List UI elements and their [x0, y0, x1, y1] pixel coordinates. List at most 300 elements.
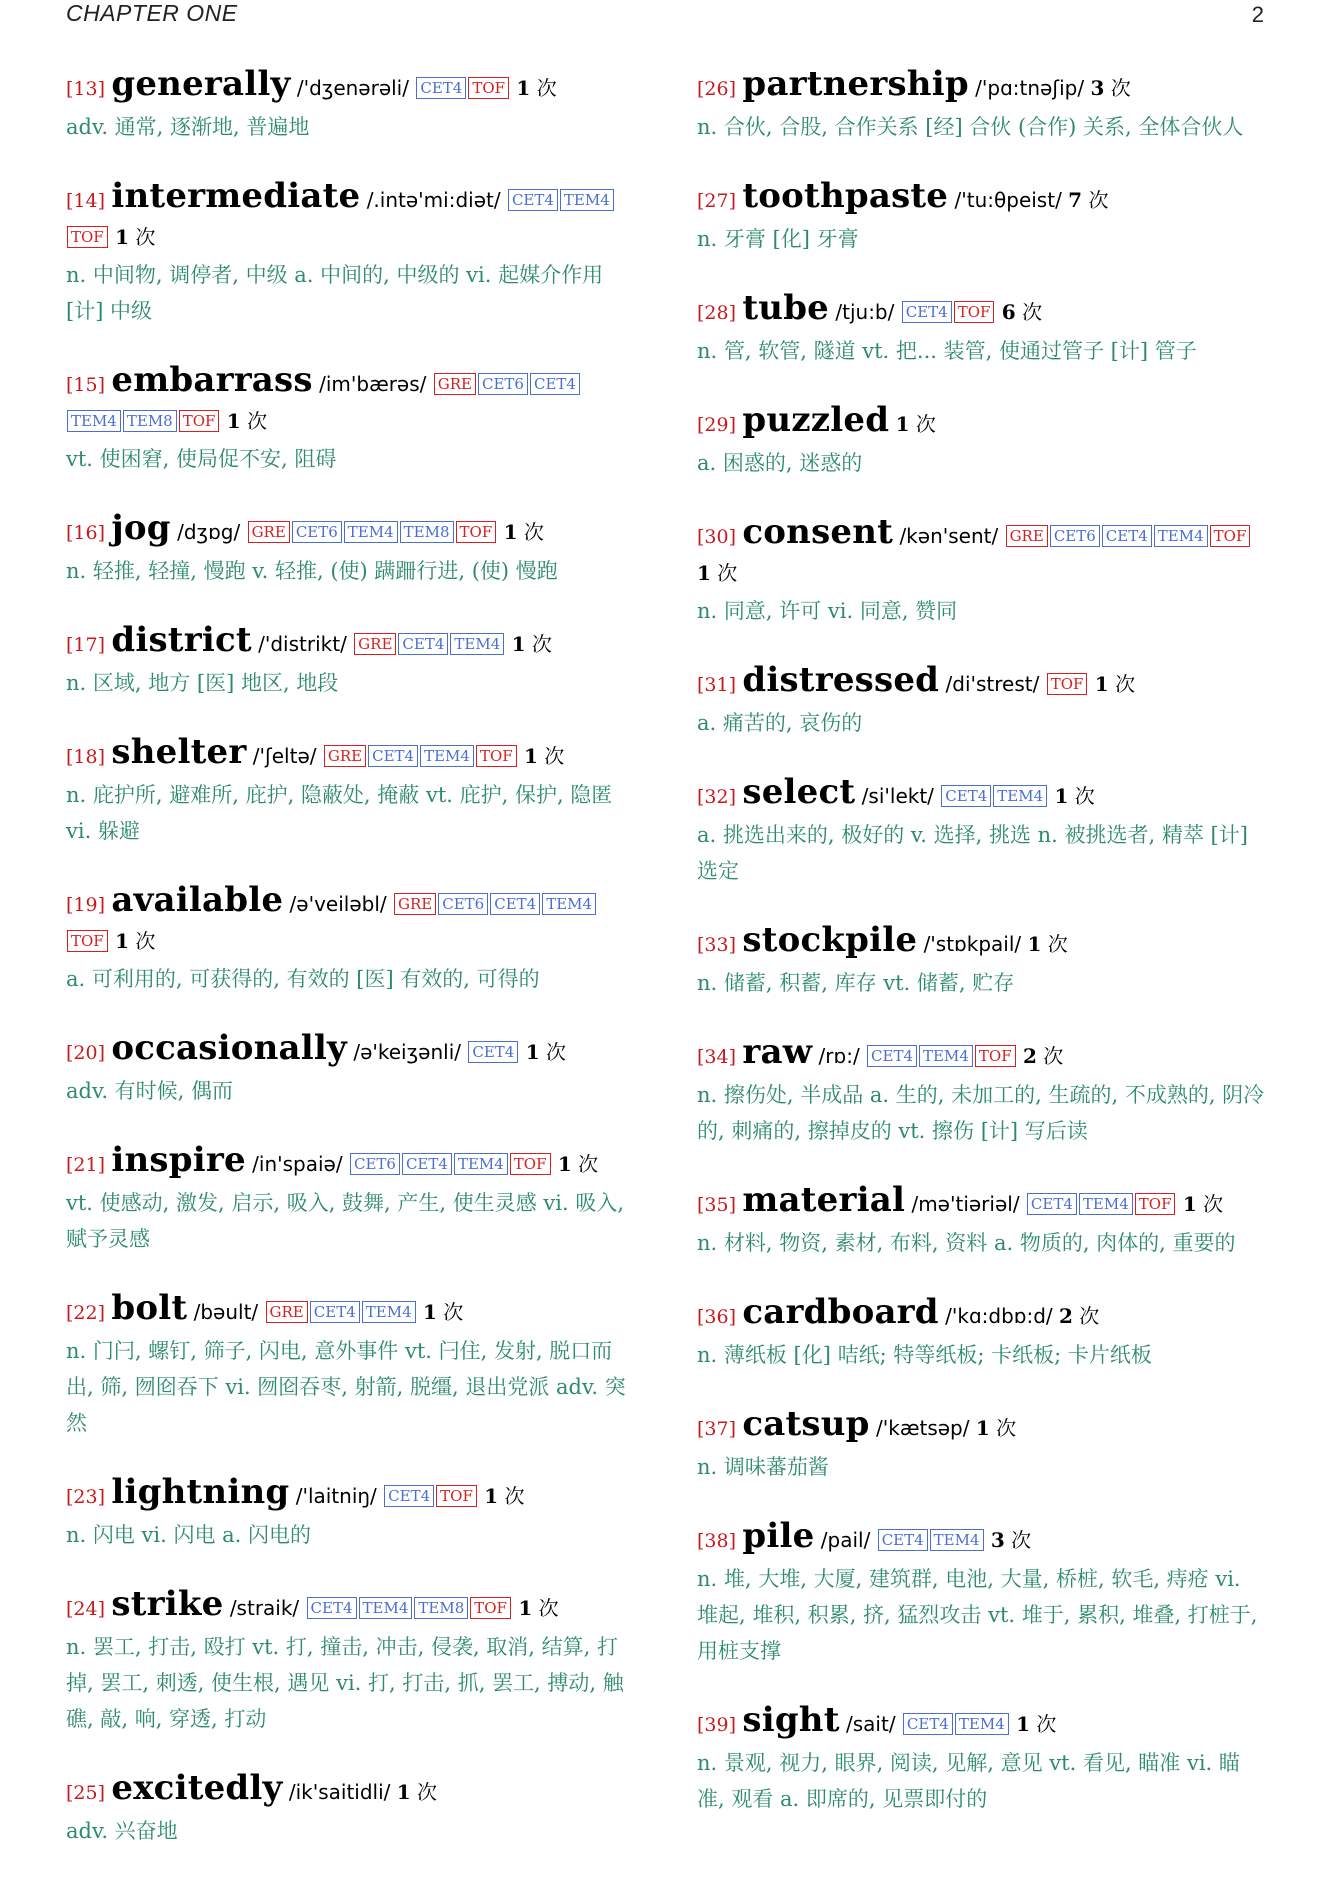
exam-tag: CET4: [867, 1045, 917, 1067]
count-unit: 次: [417, 1780, 438, 1804]
exam-tag: TOF: [510, 1153, 551, 1175]
exam-tag: TEM4: [454, 1153, 508, 1175]
count-number: 1: [975, 1416, 990, 1440]
entry-number: [32]: [697, 786, 737, 808]
definition: n. 轻推, 轻撞, 慢跑 v. 轻推, (使) 蹒跚行进, (使) 慢跑: [66, 559, 558, 583]
definition: n. 门闩, 螺钉, 筛子, 闪电, 意外事件 vt. 闩住, 发射, 脱口而出, 筛, 囫囵吞下 vi. 囫囵吞枣, 射箭, 脱缰, 退出党派 adv. 突然: [66, 1339, 626, 1435]
exam-tag: TOF: [436, 1485, 477, 1507]
entry-number: [38]: [697, 1530, 737, 1552]
right-column: [697, 66, 1267, 1850]
definition: adv. 通常, 逐渐地, 普遍地: [66, 115, 310, 139]
phonetic: /rɒ:/: [818, 1044, 860, 1068]
phonetic: /sait/: [846, 1712, 896, 1736]
headword: material: [742, 1180, 906, 1220]
vocab-entry: [66, 178, 636, 329]
entry-number: [14]: [66, 190, 106, 212]
headword: excitedly: [111, 1768, 283, 1808]
entry-heading: [66, 1142, 636, 1183]
entry-heading: [697, 1182, 1267, 1223]
vocab-entry: [66, 1142, 636, 1257]
definition: adv. 有时候, 偶而: [66, 1079, 234, 1103]
headword: embarrass: [111, 360, 313, 400]
exam-tag: TEM8: [414, 1597, 468, 1619]
entry-heading: [697, 1518, 1267, 1559]
count-unit: 次: [996, 1416, 1017, 1440]
exam-tag: CET4: [903, 1713, 953, 1735]
entry-heading: [697, 1406, 1267, 1447]
exam-tag: TEM8: [123, 410, 177, 432]
exam-tag: TOF: [954, 301, 995, 323]
headword: shelter: [111, 732, 247, 772]
phonetic: /si'lekt/: [861, 784, 934, 808]
entry-number: [15]: [66, 374, 106, 396]
entry-number: [28]: [697, 302, 737, 324]
count-number: 1: [226, 409, 241, 433]
count-number: 1: [1054, 784, 1069, 808]
definition: a. 挑选出来的, 极好的 v. 选择, 挑选 n. 被挑选者, 精萃 [计] 选定: [697, 823, 1248, 883]
entry-number: [17]: [66, 634, 106, 656]
phonetic: /bəult/: [193, 1300, 259, 1324]
exam-tag: TEM4: [1154, 525, 1208, 547]
phonetic: /'laitniŋ/: [295, 1484, 377, 1508]
phonetic: /'tu:θpeist/: [954, 188, 1062, 212]
exam-tag: TOF: [975, 1045, 1016, 1067]
exam-tag: TEM4: [450, 633, 504, 655]
occurrence-count: [1068, 188, 1108, 212]
phonetic: /mə'tiəriəl/: [911, 1192, 1020, 1216]
definition: n. 景观, 视力, 眼界, 阅读, 见解, 意见 vt. 看见, 瞄准 vi. 瞄准, 观看 a. 即席的, 见票即付的: [697, 1751, 1240, 1811]
entry-heading: [66, 622, 636, 663]
vocab-entry: [66, 1290, 636, 1441]
definition: adv. 兴奋地: [66, 1819, 178, 1843]
count-unit: 次: [578, 1152, 599, 1176]
occurrence-count: [478, 1484, 525, 1508]
occurrence-count: [1048, 784, 1095, 808]
count-unit: 次: [247, 409, 268, 433]
count-number: 1: [524, 744, 538, 768]
count-unit: 次: [1074, 784, 1095, 808]
definition: n. 调味蕃茄酱: [697, 1455, 829, 1479]
headword: partnership: [742, 64, 969, 104]
definition: n. 同意, 许可 vi. 同意, 赞同: [697, 599, 958, 623]
exam-tag: CET6: [1050, 525, 1100, 547]
occurrence-count: [697, 561, 737, 585]
phonetic: /'kætsəp/: [876, 1416, 970, 1440]
headword: tube: [742, 288, 830, 328]
phonetic: /tju:b/: [835, 300, 895, 324]
count-number: 7: [1068, 188, 1083, 212]
exam-tag: CET4: [508, 189, 558, 211]
definition: n. 罢工, 打击, 殴打 vt. 打, 撞击, 冲击, 侵袭, 取消, 结算, 打掉, 罢工, 刺透, 使生根, 遇见 vi. 打, 打击, 抓, 罢工, 搏动, 触礁, 敲, 响, 穿透, 打动: [66, 1635, 624, 1731]
vocab-entry: [66, 734, 636, 849]
exam-tag: TOF: [456, 521, 497, 543]
definition: n. 区域, 地方 [医] 地区, 地段: [66, 671, 339, 695]
entry-number: [35]: [697, 1194, 737, 1216]
exam-tag: CET6: [350, 1153, 400, 1175]
entry-heading: [66, 734, 636, 775]
headword: raw: [742, 1032, 813, 1072]
occurrence-count: [397, 1780, 437, 1804]
occurrence-count: [497, 520, 544, 544]
count-unit: 次: [1115, 672, 1136, 696]
count-number: 1: [895, 412, 910, 436]
exam-tag: GRE: [266, 1301, 308, 1323]
chapter-header: CHAPTER ONE: [66, 0, 238, 26]
occurrence-count: [1176, 1192, 1223, 1216]
count-number: 2: [1059, 1304, 1073, 1328]
exam-tag: CET4: [384, 1485, 434, 1507]
exam-tag: CET4: [398, 633, 448, 655]
occurrence-count: [995, 300, 1042, 324]
count-number: 1: [484, 1484, 499, 1508]
count-number: 1: [518, 1596, 533, 1620]
entry-heading: [697, 1294, 1267, 1335]
vocab-entry: [66, 1474, 636, 1553]
entry-heading: [66, 66, 636, 107]
exam-tag: GRE: [354, 633, 396, 655]
count-unit: 次: [1022, 300, 1043, 324]
occurrence-count: [1010, 1712, 1057, 1736]
headword: intermediate: [111, 176, 361, 216]
headword: bolt: [111, 1288, 188, 1328]
vocab-entry: [697, 1182, 1267, 1261]
entry-number: [23]: [66, 1486, 106, 1508]
vocab-entry: [697, 1702, 1267, 1817]
definition: n. 闪电 vi. 闪电 a. 闪电的: [66, 1523, 312, 1547]
entry-number: [24]: [66, 1598, 106, 1620]
exam-tag: TOF: [1047, 673, 1088, 695]
headword: distressed: [742, 660, 940, 700]
count-number: 1: [511, 632, 526, 656]
definition: a. 痛苦的, 哀伤的: [697, 711, 863, 735]
occurrence-count: [417, 1300, 464, 1324]
headword: inspire: [111, 1140, 246, 1180]
vocab-entry: [66, 622, 636, 701]
exam-tag: CET4: [1027, 1193, 1077, 1215]
entry-heading: [66, 1290, 636, 1331]
entry-number: [18]: [66, 746, 106, 768]
headword: generally: [111, 64, 291, 104]
vocab-entry: [697, 662, 1267, 741]
headword: puzzled: [742, 400, 890, 440]
exam-tag: TOF: [1135, 1193, 1176, 1215]
entry-number: [27]: [697, 190, 737, 212]
definition: a. 困惑的, 迷惑的: [697, 451, 863, 475]
occurrence-count: [896, 412, 936, 436]
count-unit: 次: [915, 412, 936, 436]
count-number: 1: [115, 225, 129, 249]
definition: n. 中间物, 调停者, 中级 a. 中间的, 中级的 vi. 起媒介作用 [计] 中级: [66, 263, 604, 323]
occurrence-count: [510, 76, 557, 100]
headword: toothpaste: [742, 176, 949, 216]
exam-tag: CET4: [368, 745, 418, 767]
phonetic: /straik/: [229, 1596, 300, 1620]
phonetic: /dʒɒg/: [177, 520, 241, 544]
entry-number: [22]: [66, 1302, 106, 1324]
count-unit: 次: [544, 744, 565, 768]
definition: vt. 使困窘, 使局促不安, 阻碍: [66, 447, 337, 471]
headword: cardboard: [742, 1292, 939, 1332]
entry-number: [30]: [697, 526, 737, 548]
count-number: 1: [1094, 672, 1109, 696]
exam-tag: GRE: [248, 521, 290, 543]
phonetic: /ə'veiləbl/: [289, 892, 387, 916]
headword: jog: [111, 508, 171, 548]
entry-number: [37]: [697, 1418, 737, 1440]
entry-heading: [697, 178, 1267, 219]
count-unit: 次: [135, 929, 156, 953]
occurrence-count: [519, 1040, 566, 1064]
exam-tag: CET4: [307, 1597, 357, 1619]
vocab-entry: [697, 922, 1267, 1001]
exam-tag: CET4: [416, 77, 466, 99]
count-number: 3: [1090, 76, 1105, 100]
count-unit: 次: [1079, 1304, 1100, 1328]
count-unit: 次: [135, 225, 156, 249]
count-unit: 次: [1110, 76, 1131, 100]
entry-number: [34]: [697, 1046, 737, 1068]
vocab-entry: [697, 402, 1267, 481]
count-unit: 次: [1043, 1044, 1064, 1068]
count-number: 2: [1022, 1044, 1037, 1068]
entry-heading: [697, 1034, 1267, 1075]
vocab-entry: [697, 774, 1267, 889]
exam-tag: CET4: [941, 785, 991, 807]
exam-tag: GRE: [1006, 525, 1048, 547]
count-unit: 次: [523, 520, 544, 544]
occurrence-count: [1017, 1044, 1064, 1068]
phonetic: /im'bærəs/: [319, 372, 427, 396]
occurrence-count: [1028, 932, 1068, 956]
vocab-entry: [66, 510, 636, 589]
count-number: 1: [557, 1152, 572, 1176]
headword: pile: [742, 1516, 815, 1556]
entry-heading: [697, 774, 1267, 815]
phonetic: /'kɑ:dbɒ:d/: [945, 1304, 1053, 1328]
count-unit: 次: [545, 1040, 566, 1064]
exam-tag: CET6: [292, 521, 342, 543]
count-unit: 次: [1088, 188, 1109, 212]
exam-tag: CET6: [478, 373, 528, 395]
count-number: 1: [525, 1040, 540, 1064]
exam-tag: TEM4: [955, 1713, 1009, 1735]
vocab-entry: [697, 178, 1267, 257]
entry-heading: [66, 1586, 636, 1627]
count-number: 1: [1016, 1712, 1031, 1736]
count-unit: 次: [1047, 932, 1068, 956]
headword: consent: [742, 512, 894, 552]
definition: a. 可利用的, 可获得的, 有效的 [医] 有效的, 可得的: [66, 967, 540, 991]
headword: catsup: [742, 1404, 870, 1444]
exam-tag: GRE: [434, 373, 476, 395]
entry-number: [39]: [697, 1714, 737, 1736]
count-unit: 次: [536, 76, 557, 100]
definition: n. 擦伤处, 半成品 a. 生的, 未加工的, 生疏的, 不成熟的, 阴冷的, 刺痛的, 擦掉皮的 vt. 擦伤 [计] 写后读: [697, 1083, 1265, 1143]
occurrence-count: [220, 409, 267, 433]
phonetic: /'pɑ:tnəʃip/: [975, 76, 1085, 100]
count-number: 6: [1001, 300, 1016, 324]
count-unit: 次: [531, 632, 552, 656]
occurrence-count: [976, 1416, 1016, 1440]
headword: sight: [742, 1700, 840, 1740]
exam-tag: TOF: [67, 226, 108, 248]
entry-number: [33]: [697, 934, 737, 956]
definition: n. 薄纸板 [化] 咭纸; 特等纸板; 卡纸板; 卡片纸板: [697, 1343, 1152, 1367]
phonetic: /'stɒkpail/: [923, 932, 1022, 956]
vocab-entry: [66, 362, 636, 477]
count-number: 1: [1027, 932, 1042, 956]
exam-tag: CET4: [902, 301, 952, 323]
entry-number: [31]: [697, 674, 737, 696]
left-column: [66, 66, 636, 1882]
entry-heading: [66, 1474, 636, 1515]
vocab-entry: [697, 66, 1267, 145]
vocab-entry: [66, 1770, 636, 1849]
entry-number: [16]: [66, 522, 106, 544]
definition: vt. 使感动, 激发, 启示, 吸入, 鼓舞, 产生, 使生灵感 vi. 吸入, 赋予灵感: [66, 1191, 625, 1251]
count-unit: 次: [717, 561, 738, 585]
entry-number: [26]: [697, 78, 737, 100]
entry-number: [19]: [66, 894, 106, 916]
headword: lightning: [111, 1472, 290, 1512]
count-number: 1: [115, 929, 129, 953]
entry-number: [36]: [697, 1306, 737, 1328]
exam-tag: CET4: [468, 1041, 518, 1063]
count-unit: 次: [1203, 1192, 1224, 1216]
count-number: 3: [990, 1528, 1005, 1552]
exam-tag: CET4: [402, 1153, 452, 1175]
count-unit: 次: [1011, 1528, 1032, 1552]
vocab-entry: [697, 290, 1267, 369]
entry-number: [25]: [66, 1782, 106, 1804]
exam-tag: TOF: [1210, 525, 1251, 547]
entry-heading: [66, 510, 636, 551]
vocab-entry: [697, 1406, 1267, 1485]
phonetic: /pail/: [820, 1528, 871, 1552]
occurrence-count: [109, 225, 156, 249]
exam-tag: TOF: [468, 77, 509, 99]
exam-tag: TEM4: [362, 1301, 416, 1323]
entry-heading: [66, 882, 636, 959]
vocab-entry: [697, 1518, 1267, 1669]
entry-heading: [697, 922, 1267, 963]
entry-heading: [697, 1702, 1267, 1743]
entry-heading: [697, 66, 1267, 107]
exam-tag: GRE: [324, 745, 366, 767]
count-number: 1: [697, 561, 711, 585]
exam-tag: TOF: [476, 745, 517, 767]
headword: occasionally: [111, 1028, 347, 1068]
vocab-entry: [697, 1294, 1267, 1373]
occurrence-count: [109, 929, 156, 953]
definition: n. 庇护所, 避难所, 庇护, 隐蔽处, 掩蔽 vt. 庇护, 保护, 隐匿 vi. 躲避: [66, 783, 613, 843]
vocab-entry: [66, 1586, 636, 1737]
phonetic: /ə'keiʒənli/: [353, 1040, 461, 1064]
entry-heading: [697, 514, 1267, 591]
phonetic: /in'spaiə/: [252, 1152, 343, 1176]
headword: stockpile: [742, 920, 918, 960]
exam-tag: CET4: [530, 373, 580, 395]
phonetic: /ik'saitidli/: [288, 1780, 391, 1804]
definition: n. 材料, 物资, 素材, 布料, 资料 a. 物质的, 肉体的, 重要的: [697, 1231, 1236, 1255]
exam-tag: TEM4: [67, 410, 121, 432]
vocab-entry: [66, 882, 636, 997]
count-number: 1: [422, 1300, 437, 1324]
occurrence-count: [1090, 76, 1130, 100]
exam-tag: CET4: [878, 1529, 928, 1551]
count-unit: 次: [538, 1596, 559, 1620]
page-number: 2: [1251, 2, 1264, 27]
vocab-entry: [66, 1030, 636, 1109]
count-number: 1: [396, 1780, 411, 1804]
vocab-entry: [697, 1034, 1267, 1149]
headword: strike: [111, 1584, 224, 1624]
phonetic: /di'strest/: [945, 672, 1040, 696]
definition: n. 合伙, 合股, 合作关系 [经] 合伙 (合作) 关系, 全体合伙人: [697, 115, 1244, 139]
exam-tag: CET4: [310, 1301, 360, 1323]
phonetic: /'ʃeltə/: [252, 744, 317, 768]
exam-tag: GRE: [394, 893, 436, 915]
phonetic: /.intə'mi:diət/: [366, 188, 501, 212]
exam-tag: TEM4: [560, 189, 614, 211]
occurrence-count: [1088, 672, 1135, 696]
entry-heading: [66, 178, 636, 255]
phonetic: /kən'sent/: [899, 524, 999, 548]
headword: available: [111, 880, 284, 920]
occurrence-count: [518, 744, 565, 768]
exam-tag: TOF: [179, 410, 220, 432]
count-number: 1: [1182, 1192, 1197, 1216]
phonetic: /'dʒenərəli/: [296, 76, 409, 100]
occurrence-count: [505, 632, 552, 656]
vocab-entry: [66, 66, 636, 145]
definition: n. 管, 软管, 隧道 vt. 把... 装管, 使通过管子 [计] 管子: [697, 339, 1197, 363]
headword: district: [111, 620, 252, 660]
entry-heading: [697, 290, 1267, 331]
exam-tag: CET4: [1102, 525, 1152, 547]
exam-tag: TEM4: [993, 785, 1047, 807]
entry-number: [21]: [66, 1154, 106, 1176]
exam-tag: TEM4: [919, 1045, 973, 1067]
exam-tag: TOF: [470, 1597, 511, 1619]
occurrence-count: [985, 1528, 1032, 1552]
entry-heading: [66, 1770, 636, 1811]
entry-heading: [66, 1030, 636, 1071]
entry-number: [20]: [66, 1042, 106, 1064]
entry-number: [13]: [66, 78, 106, 100]
exam-tag: TEM4: [420, 745, 474, 767]
exam-tag: TEM8: [400, 521, 454, 543]
phonetic: /'distrikt/: [258, 632, 347, 656]
exam-tag: TEM4: [344, 521, 398, 543]
entry-heading: [66, 362, 636, 439]
count-number: 1: [503, 520, 518, 544]
occurrence-count: [1059, 1304, 1099, 1328]
count-unit: 次: [504, 1484, 525, 1508]
occurrence-count: [512, 1596, 559, 1620]
exam-tag: TEM4: [359, 1597, 413, 1619]
occurrence-count: [552, 1152, 599, 1176]
exam-tag: TEM4: [1079, 1193, 1133, 1215]
exam-tag: CET6: [438, 893, 488, 915]
exam-tag: TOF: [67, 930, 108, 952]
headword: select: [742, 772, 856, 812]
vocab-entry: [697, 514, 1267, 629]
definition: n. 牙膏 [化] 牙膏: [697, 227, 859, 251]
count-unit: 次: [1036, 1712, 1057, 1736]
definition: n. 堆, 大堆, 大厦, 建筑群, 电池, 大量, 桥桩, 软毛, 痔疮 vi. 堆起, 堆积, 积累, 挤, 猛烈攻击 vt. 堆于, 累积, 堆叠, 打桩于, 用桩支撑: [697, 1567, 1258, 1663]
count-unit: 次: [443, 1300, 464, 1324]
